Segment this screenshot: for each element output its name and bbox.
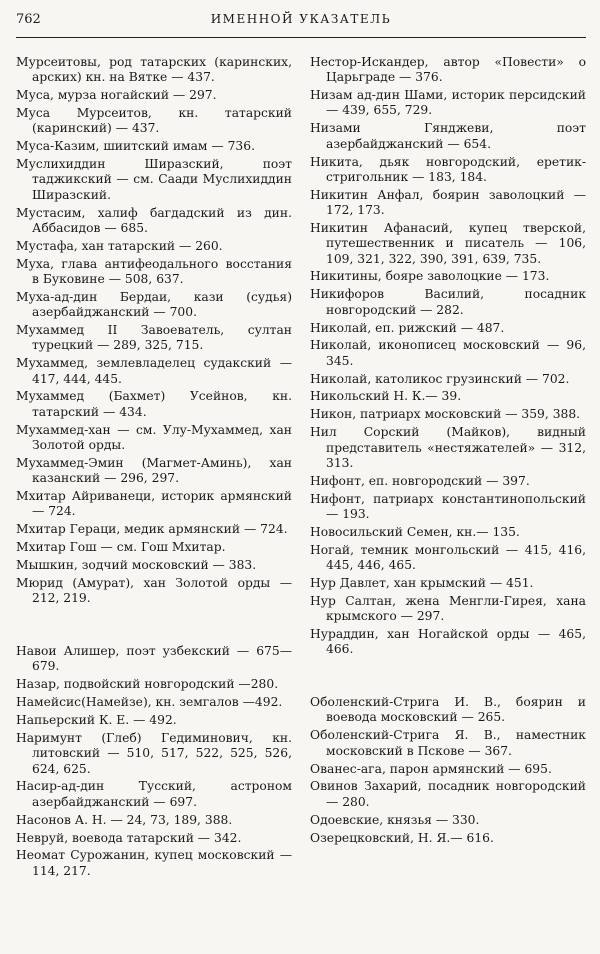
index-entry: Навои Алишер, поэт узбекский — 675—679. <box>16 644 292 674</box>
running-title: ИМЕННОЙ УКАЗАТЕЛЬ <box>210 12 392 26</box>
index-entry: Мухаммед-Эмин (Магмет-Аминь), хан казанский — 296, 297. <box>16 455 292 486</box>
index-entry: Оболенский-Стрига Я. В., наместник московский в Пскове — 367. <box>310 728 586 758</box>
index-entry: Мурсеитовы, род татарских (каринских, арских) кн. на Вятке — 437. <box>16 55 292 85</box>
index-entry: Никитины, бояре заволоцкие — 173. <box>310 269 550 284</box>
index-entry: Нураддин, хан Ногайской орды — 465, 466. <box>310 626 586 657</box>
index-entry: Мухаммед, землевладелец судакский — 417, 444, 445. <box>16 356 292 386</box>
index-entry: Муса-Казим, шиитский имам — 736. <box>16 139 255 154</box>
letter-section-gap <box>16 609 292 644</box>
index-entry: Низами Гянджеви, поэт азербайджанский — 654. <box>310 121 586 151</box>
index-entry: Новосильский Семен, кн.— 135. <box>310 524 520 539</box>
index-entry: Ованес-ага, парон армянский — 695. <box>310 761 552 776</box>
index-entry: Мухаммед (Бахмет) Усейнов, кн. татарский — 434. <box>16 389 292 419</box>
index-entry: Никита, дьяк новгородский, еретик-стригольник — 183, 184. <box>310 154 586 184</box>
left-column <box>16 55 292 882</box>
index-columns <box>16 55 586 882</box>
index-entry: Нур Салтан, жена Менгли-Гирея, хана крымского — 297. <box>310 593 586 624</box>
index-entry: Николай, католикос грузинский — 702. <box>310 371 570 386</box>
index-entry: Мухаммед-хан — см. Улу-Мухаммед, хан Золотой орды. <box>16 422 292 452</box>
index-entry: Ногай, темник монгольский — 415, 416, 445, 446, 465. <box>310 542 586 572</box>
index-entry: Нифонт, патриарх константинопольский — 193. <box>310 491 586 521</box>
index-entry: Одоевские, князья — 330. <box>310 812 480 827</box>
index-entry: Неомат Сурожанин, купец московский — 114, 217. <box>16 848 292 878</box>
index-entry: Овинов Захарий, посадник новгородский — 280. <box>310 779 586 809</box>
index-entry: Мухаммед II Завоеватель, султан турецкий — 289, 325, 715. <box>16 323 292 353</box>
page-number: 762 <box>16 12 41 27</box>
index-entry: Мустафа, хан татарский — 260. <box>16 238 223 253</box>
index-entry: Никитин Анфал, боярин заволоцкий — 172, 173. <box>310 187 586 218</box>
index-entry: Николай, еп. рижский — 487. <box>310 320 505 335</box>
index-entry: Оболенский-Стрига И. В., боярин и воевода московский — 265. <box>310 695 586 725</box>
index-entry: Мустасим, халиф багдадский из дин. Аббасидов — 685. <box>16 205 292 235</box>
running-header <box>16 12 586 38</box>
index-entry: Муха, глава антифеодального восстания в Буковине — 508, 637. <box>16 256 292 287</box>
index-entry: Никифоров Василий, посадник новгородский — 282. <box>310 287 586 317</box>
index-entry: Муслихиддин Ширазский, поэт таджикский — см. Саади Муслихиддин Ширазский. <box>16 157 292 202</box>
index-entry: Невруй, воевода татарский — 342. <box>16 830 242 845</box>
index-entry: Нифонт, еп. новгородский — 397. <box>310 473 530 488</box>
index-entry: Николай, иконописец московский — 96, 345. <box>310 338 586 368</box>
index-entry: Нил Сорский (Майков), видный представитель «нестяжателей» — 312, 313. <box>310 425 586 470</box>
index-entry: Мышкин, зодчий московский — 383. <box>16 558 257 572</box>
index-entry: Намейсис(Намейзе), кн. земгалов —492. <box>16 695 283 710</box>
index-entry: Наримунт (Глеб) Гедиминович, кн. литовский — 510, 517, 522, 525, 526, 624, 625. <box>16 730 292 776</box>
index-entry: Озерецковский, Н. Я.— 616. <box>310 830 494 845</box>
index-entry: Муха-ад-дин Бердаи, кази (судья) азербайджанский — 700. <box>16 289 292 320</box>
letter-section-gap <box>310 660 586 695</box>
index-entry: Никон, патриарх московский — 359, 388. <box>310 407 581 422</box>
index-entry: Мхитар Гош — см. Гош Мхитар. <box>16 540 226 555</box>
index-entry: Нур Давлет, хан крымский — 451. <box>310 575 534 590</box>
index-entry: Напьерский К. Е. — 492. <box>16 713 177 728</box>
index-entry: Низам ад-дин Шами, историк персидский — 439, 655, 729. <box>310 88 586 118</box>
index-entry: Назар, подвойский новгородский —280. <box>16 677 279 692</box>
index-entry: Муса, мурза ногайский — 297. <box>16 88 217 103</box>
index-entry: Мхитар Айриванеци, историк армянский — 724. <box>16 489 292 519</box>
index-entry: Мюрид (Амурат), хан Золотой орды — 212, 219. <box>16 575 292 606</box>
index-entry: Мхитар Гераци, медик армянский — 724. <box>16 522 288 537</box>
index-entry: Насир-ад-дин Тусский, астроном азербайджанский — 697. <box>16 779 292 809</box>
index-entry: Нестор-Искандер, автор «Повести» о Царьграде — 376. <box>310 55 586 85</box>
right-column <box>310 55 586 882</box>
index-entry: Никитин Афанасий, купец тверской, путешественник и писатель — 106, 109, 321, 322, 390, 391, 639, 735. <box>310 220 586 266</box>
index-entry: Муса Мурсеитов, кн. татарский (каринский) — 437. <box>16 106 292 136</box>
index-entry: Никольский Н. К.— 39. <box>310 389 462 404</box>
index-entry: Насонов А. Н. — 24, 73, 189, 388. <box>16 812 233 827</box>
